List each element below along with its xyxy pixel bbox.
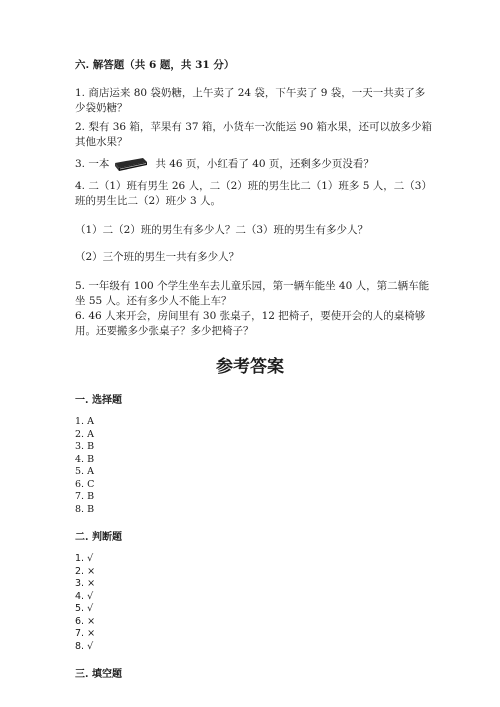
question-4-sub-1 — [75, 223, 435, 238]
list-item: 4. B — [75, 453, 95, 465]
list-item: 8. √ — [75, 640, 94, 652]
question-1 — [75, 86, 435, 116]
answers-title: 参考答案 — [216, 357, 284, 377]
question-5 — [75, 279, 435, 309]
worksheet-page — [75, 58, 435, 690]
list-item: 1. A — [75, 416, 94, 427]
spacer — [75, 653, 435, 667]
list-item: 6. × — [75, 615, 96, 627]
question-4-sub-1-text: （1）二（2）班的男生有多少人？二（3）班的男生有多少人？ — [75, 224, 369, 236]
list-item: 5. A — [75, 466, 94, 477]
choice-section-heading: 一. 选择题 — [75, 395, 122, 406]
list-item: 3. × — [75, 578, 96, 589]
list-item: 7. × — [75, 628, 96, 639]
question-2 — [75, 120, 435, 150]
spacer — [75, 516, 435, 530]
list-item: 7. B — [75, 491, 95, 502]
book-icon — [113, 154, 149, 174]
list-item: 5. √ — [75, 603, 94, 614]
question-4-text: 4. 二（1）班有男生 26 人，二（2）班的男生比二（1）班多 5 人，二（3）班的男生比二（2）班少 3 人。 — [75, 180, 432, 207]
question-3 — [75, 154, 435, 174]
list-item: 2. × — [75, 565, 96, 577]
list-item: 1. √ — [75, 553, 94, 564]
question-3-prefix: 3. 一本 — [75, 157, 110, 170]
question-4 — [75, 179, 435, 209]
question-6 — [75, 309, 435, 339]
list-item: 6. C — [75, 478, 95, 490]
question-3-suffix: 共 46 页，小红看了 40 页，还剩多少页没看？ — [155, 157, 374, 170]
judge-section-heading: 二. 判断题 — [75, 532, 122, 543]
question-4-sub-2-text: （2）三个班的男生一共有多少人？ — [75, 251, 240, 263]
question-4-sub-2 — [75, 250, 435, 265]
choice-answer-list — [75, 416, 435, 516]
question-2-text: 2. 梨有 36 箱，苹果有 37 箱，小货车一次能运 90 箱水果，还可以放多少箱其他水果？ — [75, 121, 432, 148]
question-1-text: 1. 商店运来 80 袋奶糖，上午卖了 24 袋，下午卖了 9 袋，一天一共卖了多少袋奶糖？ — [75, 87, 426, 114]
list-item: 3. B — [75, 441, 95, 452]
question-5-text: 5. 一年级有 100 个学生坐车去儿童乐园，第一辆车能坐 40 人，第二辆车能坐 55 人。还有多少人不能上车？ — [75, 280, 430, 307]
list-item: 8. B — [75, 503, 95, 515]
judge-answer-list — [75, 553, 435, 653]
question-6-text: 6. 46 人来开会，房间里有 30 张桌子，12 把椅子，要使开会的人的桌椅够用。还要搬多少张桌子？多少把椅子？ — [75, 310, 426, 337]
list-item: 4. √ — [75, 590, 94, 602]
list-item: 2. A — [75, 428, 94, 440]
fill-section-heading: 三. 填空题 — [75, 669, 122, 680]
section-six-heading: 六. 解答题（共 6 题，共 31 分） — [75, 59, 235, 71]
